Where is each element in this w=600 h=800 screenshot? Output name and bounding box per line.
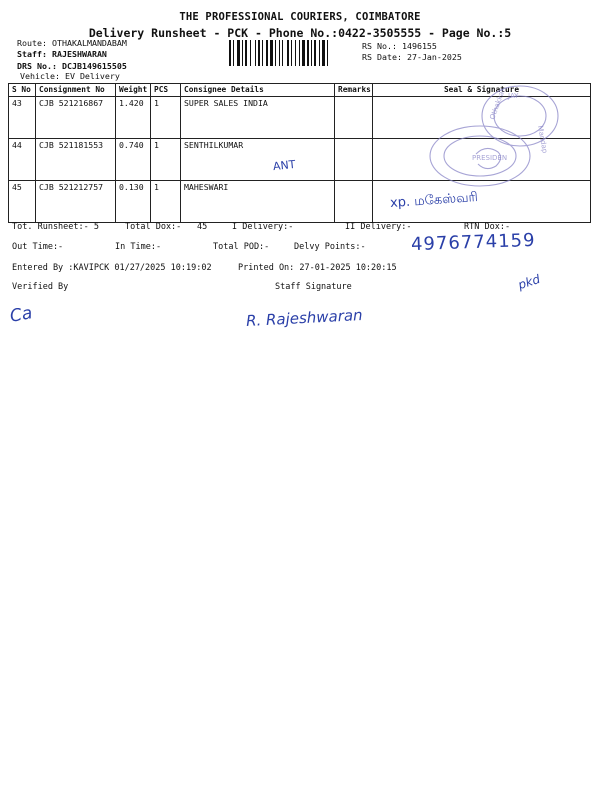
svg-text:Mandap: Mandap (536, 124, 549, 154)
header-pcs: PCS (151, 84, 181, 97)
drs-line (17, 61, 127, 71)
ii-delivery: II Delivery:- (345, 222, 412, 232)
cell-pcs: 1 (151, 139, 181, 181)
cell-weight: 0.740 (116, 139, 151, 181)
svg-text:PRESIDEN: PRESIDEN (472, 154, 508, 162)
header-sno: S No (9, 84, 36, 97)
staff-line (17, 49, 107, 59)
handwritten-staff-signature: R. Rajeshwaran (245, 305, 364, 331)
total-dox-value: 45 (197, 222, 208, 232)
cell-consignee: SENTHILKUMAR (181, 139, 335, 181)
cell-remarks (335, 97, 373, 139)
cell-consignee: MAHESWARI (181, 181, 335, 223)
cell-remarks (335, 139, 373, 181)
svg-text:Othakkal: Othakkal (488, 88, 507, 121)
cell-consignment: CJB 521216867 (36, 97, 116, 139)
header-consignment: Consignment No (36, 84, 116, 97)
cell-pcs: 1 (151, 97, 181, 139)
cell-consignment: CJB 521181553 (36, 139, 116, 181)
svg-text:JAY: JAY (508, 92, 519, 100)
handwritten-ant-signature: ANT (272, 157, 297, 174)
staff-label: Staff: (17, 49, 47, 59)
route-line (17, 38, 127, 48)
cell-consignment: CJB 521212757 (36, 181, 116, 223)
handwritten-verified-signature: Ca (8, 303, 34, 327)
header-remarks: Remarks (335, 84, 373, 97)
header-seal-signature: Seal & Signature (373, 84, 591, 97)
cell-consignee: SUPER SALES INDIA (181, 97, 335, 139)
vehicle-line: Vehicle: EV Delivery (20, 71, 120, 81)
verified-by-label: Verified By (12, 282, 69, 292)
header-weight: Weight (116, 84, 151, 97)
staff-signature-label: Staff Signature (275, 282, 352, 292)
in-time: In Time:- (115, 242, 162, 252)
rtn-dox: RTN Dox:- (464, 222, 511, 232)
rs-number: RS No.: 1496155 (362, 41, 437, 51)
drs-value: DCJB149615505 (61, 61, 127, 71)
delvy-points: Delvy Points:- (294, 242, 366, 252)
handwritten-recipient-signature: xp. மகேஸ்வரி (389, 189, 479, 212)
handwritten-pkd-note: pkd (516, 271, 542, 293)
header-consignee: Consignee Details (181, 84, 335, 97)
route-value: OTHAKALMANDABAM (51, 38, 127, 48)
runsheet-title: Delivery Runsheet - PCK - Phone No.:0422-3505555 - Page No.:5 (88, 26, 512, 40)
stamp-seal-image (428, 84, 568, 196)
printed-on: Printed On: 27-01-2025 10:20:15 (238, 263, 397, 273)
i-delivery: I Delivery:- (232, 222, 294, 232)
cell-weight: 0.130 (116, 181, 151, 223)
company-name: THE PROFESSIONAL COURIERS, COIMBATORE (179, 11, 421, 23)
cell-sno: 44 (9, 139, 36, 181)
barcode-image (229, 40, 352, 66)
out-time: Out Time:- (12, 242, 64, 252)
cell-sno: 43 (9, 97, 36, 139)
total-pod: Total POD:- (213, 242, 270, 252)
staff-value: RAJESHWARAN (51, 49, 107, 59)
cell-sno: 45 (9, 181, 36, 223)
handwritten-phone-number: 4976774159 (410, 229, 536, 256)
entered-by: Entered By :KAVIPCK 01/27/2025 10:19:02 (12, 263, 212, 273)
rs-date: RS Date: 27-Jan-2025 (362, 52, 462, 62)
cell-remarks (335, 181, 373, 223)
cell-pcs: 1 (151, 181, 181, 223)
total-runsheet: Tot. Runsheet:- 5 (12, 222, 99, 232)
cell-weight: 1.420 (116, 97, 151, 139)
drs-label: DRS No.: (17, 61, 57, 71)
route-label: Route: (17, 38, 47, 48)
total-dox-label: Total Dox:- (125, 222, 182, 232)
